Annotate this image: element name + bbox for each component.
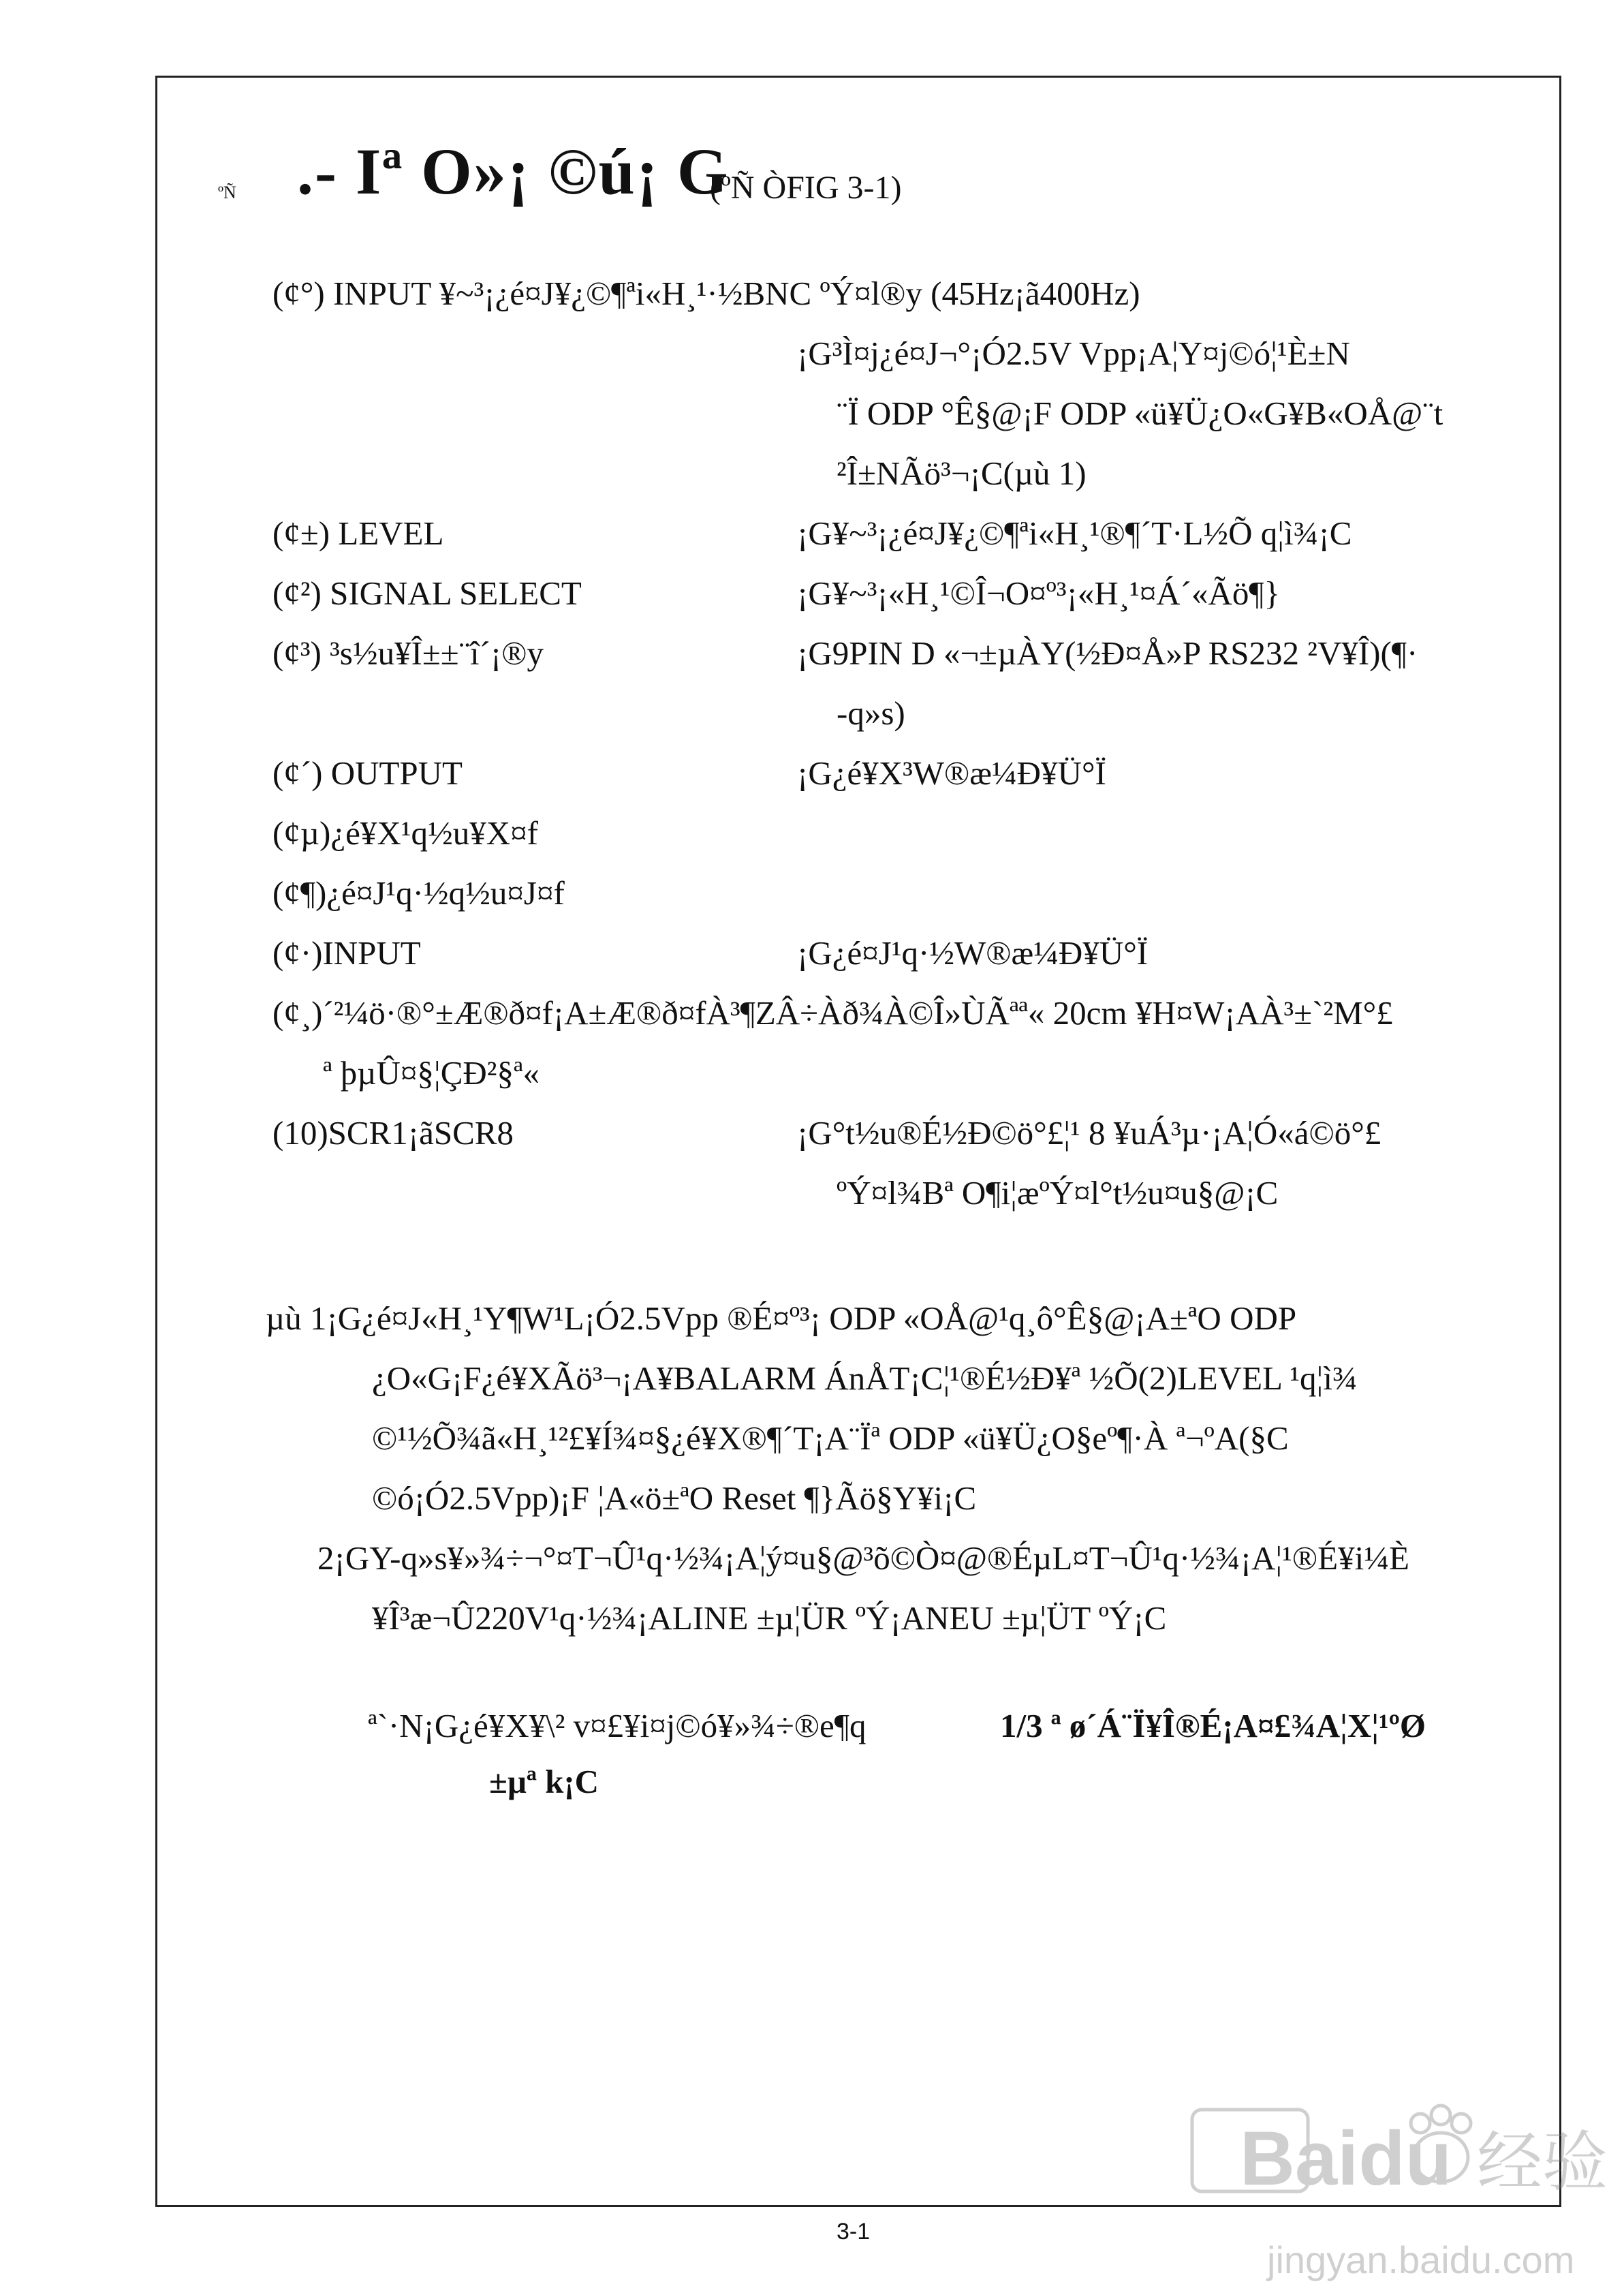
item-label: (10)SCR1¡ãSCR8 bbox=[272, 1114, 514, 1152]
warning-line-1a: ª`·N¡G¿é¥X¥\² v¤£¥i¤j©ó¥»¾÷®e¶q bbox=[368, 1707, 866, 1744]
item-description: ¡G³Ì¤j¿é¤J¬°¡Ó2.5V Vpp¡A¦Y¤j©ó¦¹È±N bbox=[797, 335, 1350, 372]
note-line: ¥Î³æ¬Û220V¹q·½¾¡ALINE ±µ¦ÜR ºÝ¡ANEU ±µ¦ÜT ºÝ¡C bbox=[372, 1599, 1167, 1637]
watermark-cn: 经验 bbox=[1477, 2124, 1608, 2200]
item-description: ¡G°t½u®É½Ð©ö°£¦¹ 8 ¥uÁ³µ·¡A¦Ó«á©ö°£ bbox=[797, 1114, 1381, 1152]
note-line: ¿O«G¡F¿é¥XÃö³¬¡A¥BALARM ÁnÅT¡C¦¹®É½Ð¥ª ½Õ(2)LEVEL ¹q¦ì¾ bbox=[372, 1359, 1358, 1397]
item-description: ¨Ï ODP °Ê§@¡F ODP «ü¥Ü¿O«G¥B«OÅ@¨t bbox=[837, 395, 1443, 432]
item-description: ²Î±NÃö³¬¡C(µù 1) bbox=[837, 455, 1087, 492]
item-description: ºÝ¤l¾Bª O¶i¦æºÝ¤l°t½u¤u§@¡C bbox=[837, 1174, 1279, 1212]
item-description: ¡G¥~³¡¿é¤J¥¿©¶ªi«H¸¹®¶´T·L½Õ q¦ì¾¡C bbox=[797, 514, 1352, 552]
item-label: (¢°) INPUT ¥~³¡¿é¤J¥¿©¶ªi«H¸¹·½BNC ºÝ¤l®y (45Hz¡ã400Hz) bbox=[272, 275, 1140, 312]
item-label: ª þµÛ¤§¦ÇÐ²§ª« bbox=[323, 1054, 540, 1092]
item-label: (¢µ)¿é¥X¹q½u¥X¤f bbox=[272, 814, 538, 852]
note-line: 2¡GY-q»s¥»¾÷¬°¤T¬Û¹q·½¾¡A¦ý¤u§@³õ©Ò¤@®ÉµL¤T¬Û¹q·½¾¡A¦¹®É¥i¼È bbox=[317, 1539, 1409, 1577]
item-description: ¡G¿é¥X³W®æ¼Ð¥Ü°Ï bbox=[797, 754, 1106, 792]
item-label: (¢³) ³s½u¥Î±±¨î´¡®y bbox=[272, 634, 544, 672]
item-label: (¢±) LEVEL bbox=[272, 514, 444, 552]
figure-reference: (ºÑ ÒFIG 3-1) bbox=[710, 170, 902, 206]
note-line: ©¹½Õ¾ã«H¸¹²£¥Í¾¤§¿é¥X®¶´T¡A¨Ïª ODP «ü¥Ü¿O§eº¶·À ª¬ºA(§C bbox=[372, 1419, 1289, 1457]
warning-line-2: ±µª k¡C bbox=[489, 1763, 599, 1800]
watermark-url: jingyan.baidu.com bbox=[1267, 2238, 1575, 2281]
note-line: µù 1¡G¿é¤J«H¸¹Y¶W¹L¡Ó2.5Vpp ®É¤º³¡ ODP «OÅ@¹q¸ô°Ê§@¡A±ªO ODP bbox=[266, 1299, 1297, 1337]
item-description: ¡G¿é¤J¹q·½W®æ¼Ð¥Ü°Ï bbox=[797, 934, 1149, 972]
item-label: (¢²) SIGNAL SELECT bbox=[272, 574, 582, 612]
page-title: .- Iª O»¡ ©ú¡ G bbox=[297, 135, 730, 208]
item-label: (¢·)INPUT bbox=[272, 934, 421, 972]
note-line: ©ó¡Ó2.5Vpp)¡F ¦A«ö±ªO Reset ¶}Ãö§Y¥i¡C bbox=[372, 1479, 977, 1517]
page-number: 3-1 bbox=[837, 2219, 871, 2245]
watermark-logo bbox=[1151, 2082, 1614, 2287]
header-mark: ºÑ bbox=[218, 183, 236, 202]
item-label: (¢¶)¿é¤J¹q·½q½u¤J¤f bbox=[272, 874, 565, 912]
item-description: -q»s) bbox=[837, 694, 905, 732]
item-description: ¡G¥~³¡«H¸¹©Î¬O¤º³¡«H¸¹¤Á´«Ãö¶} bbox=[797, 574, 1281, 612]
item-description: ¡G9PIN D «¬±µÀY(½Ð¤Å»P RS232 ²V¥Î)(¶· bbox=[797, 634, 1418, 672]
warning-line-1b: 1/3 ª ø´Á¨Ï¥Î®É¡A¤£¾A¦X¦¹ºØ bbox=[1000, 1707, 1426, 1744]
watermark-brand: Baidu bbox=[1240, 2116, 1452, 2201]
item-label: (¢¸)´²¼ö·®°±Æ®ð¤f¡A±Æ®ð¤fÀ³¶ZÂ÷Àð¾À©Î»ÙÃªª« 20cm ¥H¤W¡AÀ³±`²M°£ bbox=[272, 994, 1393, 1032]
item-label: (¢´) OUTPUT bbox=[272, 754, 463, 792]
